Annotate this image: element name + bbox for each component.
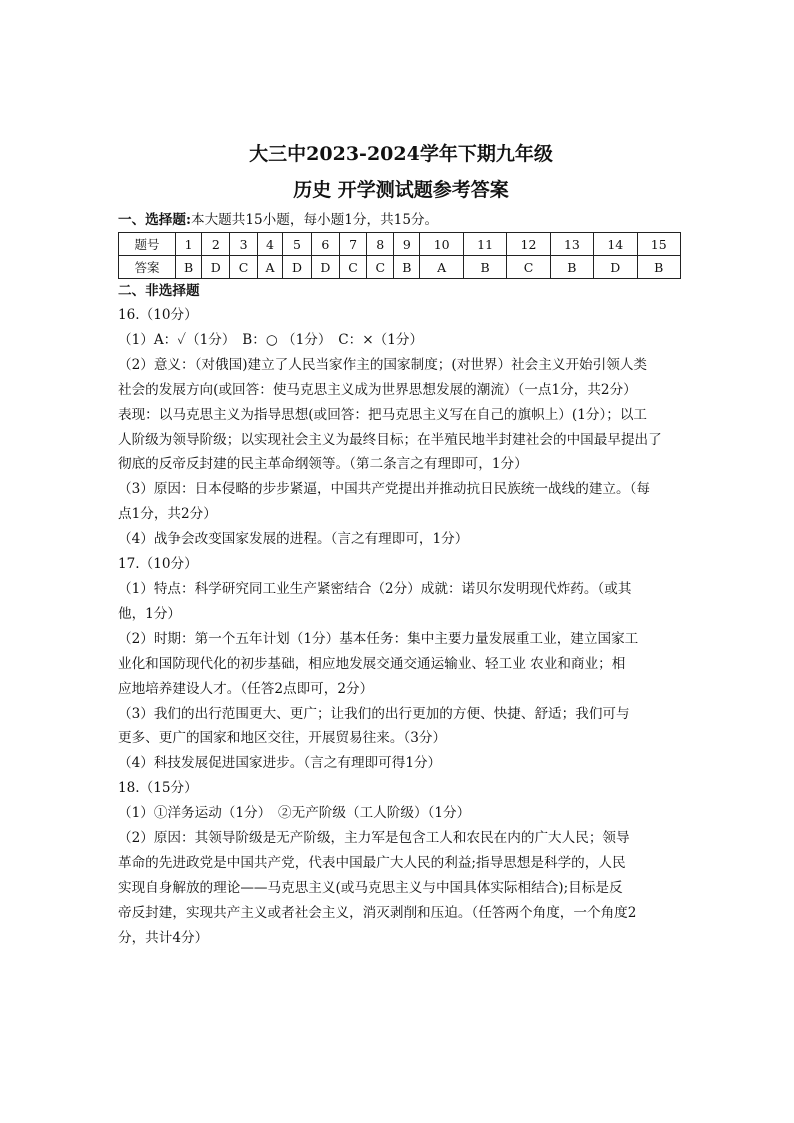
answer-line: （1）①洋务运动（1分） ②无产阶级（工人阶级）（1分） xyxy=(118,805,471,822)
answer-line: 人阶级为领导阶级；以实现社会主义为最终目标；在半殖民地半封建社会的中国最早提出了 xyxy=(118,431,662,448)
question-number-cell: 8 xyxy=(367,233,394,256)
q18-heading: 18.（15分） xyxy=(118,780,198,797)
row-label-answer: 答案 xyxy=(119,256,176,279)
answer-cell: D xyxy=(283,256,311,279)
answer-line: 表现：以马克思主义为指导思想(或回答：把马克思主义写在自己的旗帜上）(1分）；以工 xyxy=(118,406,648,423)
section-1-header xyxy=(118,210,684,230)
q16-heading: 16.（10分） xyxy=(118,307,198,323)
question-number-cell: 13 xyxy=(550,233,593,256)
answer-line: 帝反封建，实现共产主义或者社会主义，消灭剥削和压迫。（任答两个角度，一个角度2 xyxy=(118,904,637,921)
answer-line: （4）科技发展促进国家进步。（言之有理即可得1分） xyxy=(118,755,442,772)
answer-cell: A xyxy=(420,256,463,279)
answer-line: （1）A：✓（1分） B：○ （1分） C：×（1分） xyxy=(118,331,424,348)
question-number-cell: 11 xyxy=(463,233,506,256)
section-2-heading-text: 二、非选择题 xyxy=(118,283,200,299)
question-number-cell: 6 xyxy=(311,233,339,256)
question-number-cell: 3 xyxy=(230,233,257,256)
answer-cell: B xyxy=(463,256,506,279)
answer-line: （2）时期：第一个五年计划（1分）基本任务：集中主要力量发展重工业，建立国家工 xyxy=(118,630,639,647)
page-title: 大三中2023-2024学年下期九年级 xyxy=(249,143,553,165)
answer-cell: C xyxy=(507,256,550,279)
section-1-desc: 本大题共15小题，每小题1分，共15分。 xyxy=(191,212,439,228)
answer-cell: B xyxy=(550,256,593,279)
q17-heading: 17.（10分） xyxy=(118,556,198,573)
answer-line: 分，共计4分） xyxy=(118,929,209,946)
answer-line: （4）战争会改变国家发展的进程。（言之有理即可，1分） xyxy=(118,531,469,548)
section-2-heading xyxy=(118,281,684,301)
question-number-cell: 15 xyxy=(637,233,681,256)
section-1-heading: 一、选择题: xyxy=(118,212,191,228)
answer-line: 应地培养建设人才。（任答2点即可，2分） xyxy=(118,680,374,697)
question-number-cell: 12 xyxy=(507,233,550,256)
answer-line: （2）意义：（对俄国)建立了人民当家作主的国家制度；(对世界）社会主义开始引领人类 xyxy=(118,356,648,373)
question-number-cell: 9 xyxy=(394,233,420,256)
question-number-row xyxy=(119,233,681,256)
answer-line: 点1分，共2分） xyxy=(118,506,217,523)
answer-cell: C xyxy=(367,256,394,279)
answer-line: （3）我们的出行范围更大、更广；让我们的出行更加的方便、快捷、舒适；我们可与 xyxy=(118,705,630,722)
question-number-cell: 10 xyxy=(420,233,463,256)
answer-line: 他，1分） xyxy=(118,605,182,622)
page-subtitle: 历史 开学测试题参考答案 xyxy=(293,179,509,201)
answer-table xyxy=(118,232,681,279)
answer-cell: D xyxy=(594,256,637,279)
answer-line: （1）特点：科学研究同工业生产紧密结合（2分）成就：诺贝尔发明现代炸药。（或其 xyxy=(118,580,632,597)
question-number-cell: 4 xyxy=(257,233,283,256)
answer-cell: B xyxy=(394,256,420,279)
answer-line: （2）原因：其领导阶级是无产阶级，主力军是包含工人和农民在内的广大人民；领导 xyxy=(118,830,630,847)
question-number-cell: 5 xyxy=(283,233,311,256)
row-label-question-number: 题号 xyxy=(119,233,176,256)
answer-row xyxy=(119,256,681,279)
question-number-cell: 1 xyxy=(176,233,202,256)
answer-line: 革命的先进政党是中国共产党，代表中国最广大人民的利益;指导思想是科学的，人民 xyxy=(118,854,626,871)
answer-line: 社会的发展方向(或回答：使马克思主义成为世界思想发展的潮流）（一点1分，共2分） xyxy=(118,381,637,398)
question-number-cell: 7 xyxy=(340,233,367,256)
answer-line: （3）原因：日本侵略的步步紧逼，中国共产党提出并推动抗日民族统一战线的建立。（每 xyxy=(118,481,651,498)
answer-cell: C xyxy=(230,256,257,279)
answer-line: 更多、更广的国家和地区交往，开展贸易往来。（3分） xyxy=(118,730,447,747)
answer-cell: A xyxy=(257,256,283,279)
answer-line: 业化和国防现代化的初步基础，相应地发展交通交通运输业、轻工业 农业和商业；相 xyxy=(118,655,626,672)
answer-line: 彻底的反帝反封建的民主革命纲领等。（第二条言之有理即可，1分） xyxy=(118,456,528,473)
answer-cell: D xyxy=(202,256,230,279)
answer-cell: B xyxy=(176,256,202,279)
answer-cell: B xyxy=(637,256,681,279)
answer-cell: D xyxy=(311,256,339,279)
question-number-cell: 14 xyxy=(594,233,637,256)
answer-cell: C xyxy=(340,256,367,279)
answer-body xyxy=(118,303,684,951)
question-number-cell: 2 xyxy=(202,233,230,256)
answer-line: 实现自身解放的理论——马克思主义(或马克思主义与中国具体实际相结合);目标是反 xyxy=(118,879,623,896)
